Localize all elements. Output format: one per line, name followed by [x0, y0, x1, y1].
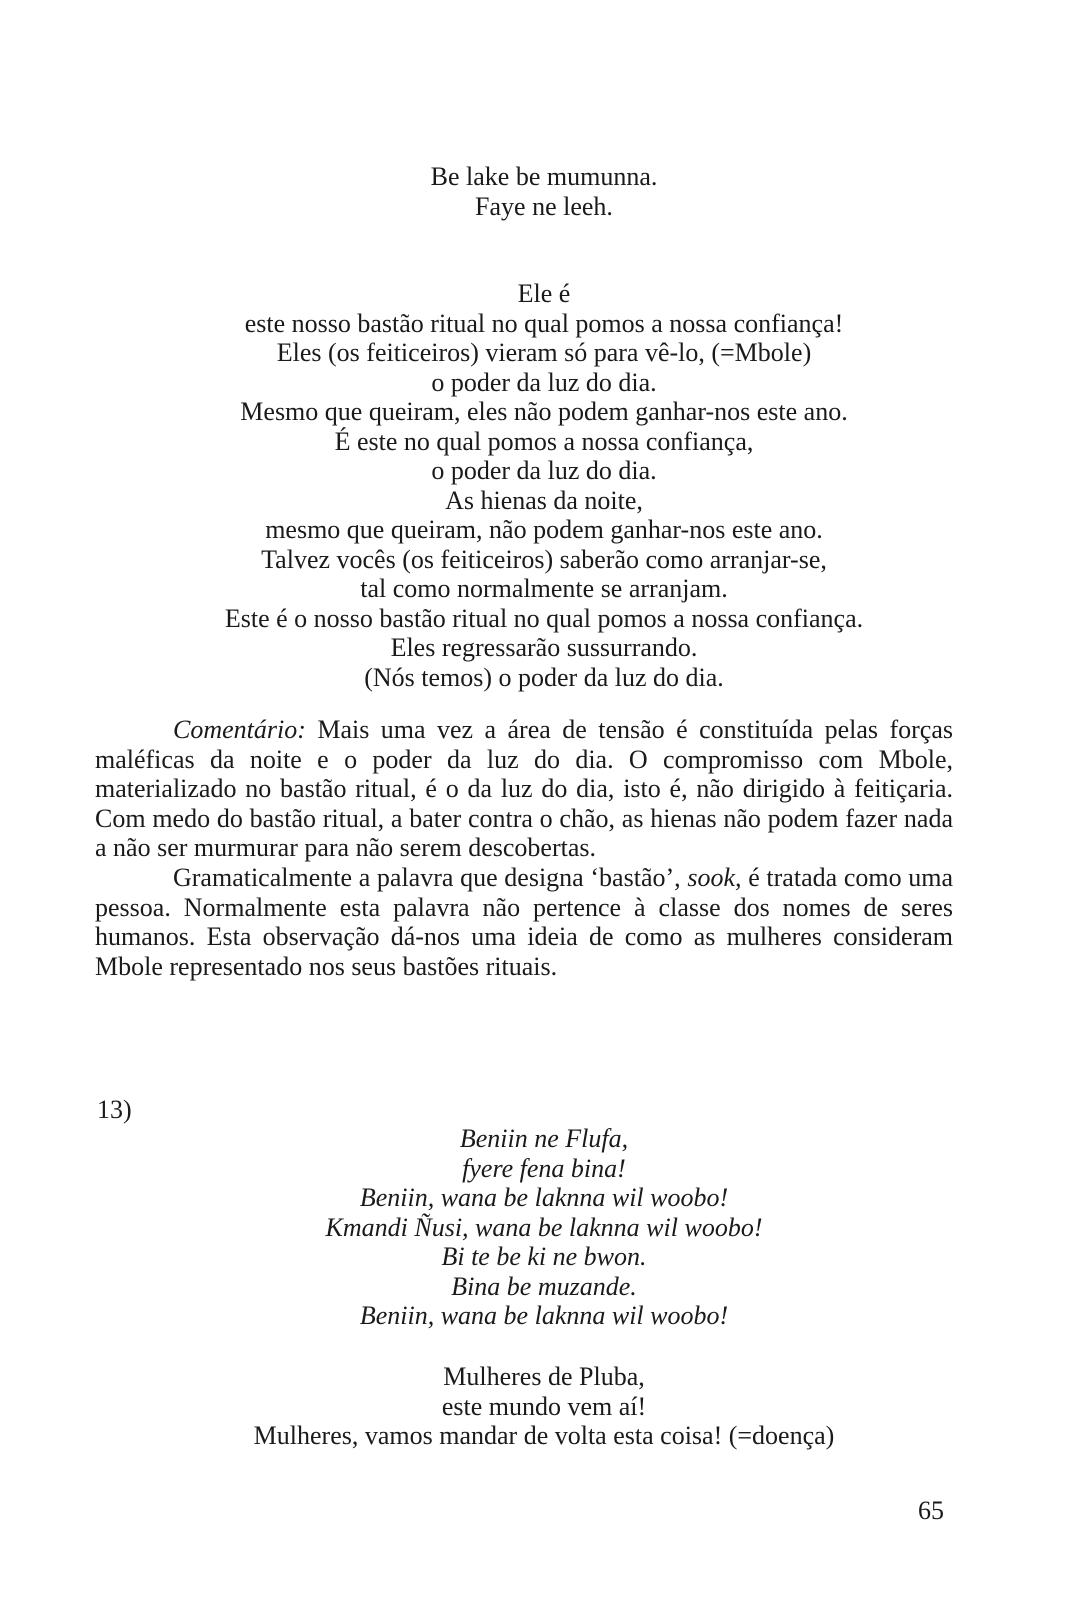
poem-line: o poder da luz do dia. — [431, 456, 657, 485]
commentary-label: Comentário: — [173, 715, 306, 744]
poem-line: Ele é — [517, 279, 571, 308]
poem-line: Este é o nosso bastão ritual no qual pomos a nossa confiança. — [224, 603, 864, 633]
commentary-text: Gramaticalmente a palavra que designa ‘bastão’, — [173, 862, 681, 892]
poem-line: Eles regressarão sussurrando. — [390, 633, 698, 662]
poem-line: Faye ne leeh. — [475, 191, 613, 221]
poem-line: Be lake be mumunna. — [430, 162, 658, 191]
poem-13-translation — [0, 1362, 1088, 1451]
poem-line: o poder da luz do dia. — [431, 367, 657, 397]
poem-line: Bi te be ki ne bwon. — [441, 1242, 647, 1271]
poem-line: Beniin ne Flufa, — [459, 1124, 629, 1153]
commentary — [95, 715, 953, 981]
poem-line: este nosso bastão ritual no qual pomos a nossa confiança! — [244, 308, 844, 338]
commentary-term: sook, — [687, 862, 742, 892]
poem-line: Mulheres, vamos mandar de volta esta coisa! (=doença) — [253, 1421, 835, 1450]
poem-line: Mulheres de Pluba, — [443, 1362, 645, 1391]
section-number: 13) — [97, 1095, 132, 1124]
commentary-text: é tratada como uma pessoa. Normalmente esta palavra não pertence à classe dos nomes de seres humanos. Esta observação dá-nos uma ideia de como as mulheres consideram Mbole representado nos seus bastões rituais. — [95, 862, 954, 981]
poem-line: É este no qual pomos a nossa confiança, — [334, 426, 754, 456]
commentary-text: Mais uma vez a área de tensão é constituída pelas forças maléficas da noite e o poder da luz do dia. O compromisso com Mbole, materializado no bastão ritual, é o da luz do dia, isto é, não dirigido à feitiçaria. Com medo do bastão ritual, a bater contra o chão, as hienas não podem fazer nada a não ser murmurar para não serem descobertas. — [95, 715, 953, 863]
poem-line: Bina be muzande. — [451, 1271, 637, 1301]
poem-line: fyere fena bina! — [462, 1153, 626, 1183]
poem-line: Mesmo que queiram, eles não podem ganhar-nos este ano. — [240, 397, 848, 426]
poem-12-translation — [0, 279, 1088, 692]
poem-line: Beniin, wana be laknna wil woobo! — [359, 1183, 729, 1212]
poem-line: tal como normalmente se arranjam. — [360, 574, 728, 603]
poem-line: este mundo vem aí! — [441, 1391, 647, 1421]
commentary-paragraph-2 — [95, 863, 953, 981]
poem-line: Beniin, wana be laknna wil woobo! — [359, 1301, 729, 1330]
poem-line: Talvez vocês (os feiticeiros) saberão como arranjar-se, — [261, 544, 827, 574]
poem-line: mesmo que queiram, não podem ganhar-nos este ano. — [265, 515, 823, 544]
poem-line: Eles (os feiticeiros) vieram só para vê-lo, (=Mbole) — [276, 338, 812, 367]
page-number: 65 — [918, 1496, 944, 1525]
poem-line: As hienas da noite, — [445, 485, 643, 515]
commentary-paragraph-1 — [95, 715, 953, 863]
poem-13-original — [0, 1124, 1088, 1331]
poem-line: (Nós temos) o poder da luz do dia. — [364, 662, 724, 692]
poem-line: Kmandi Ñusi, wana be laknna wil woobo! — [325, 1212, 763, 1242]
poem-12-original — [0, 162, 1088, 221]
